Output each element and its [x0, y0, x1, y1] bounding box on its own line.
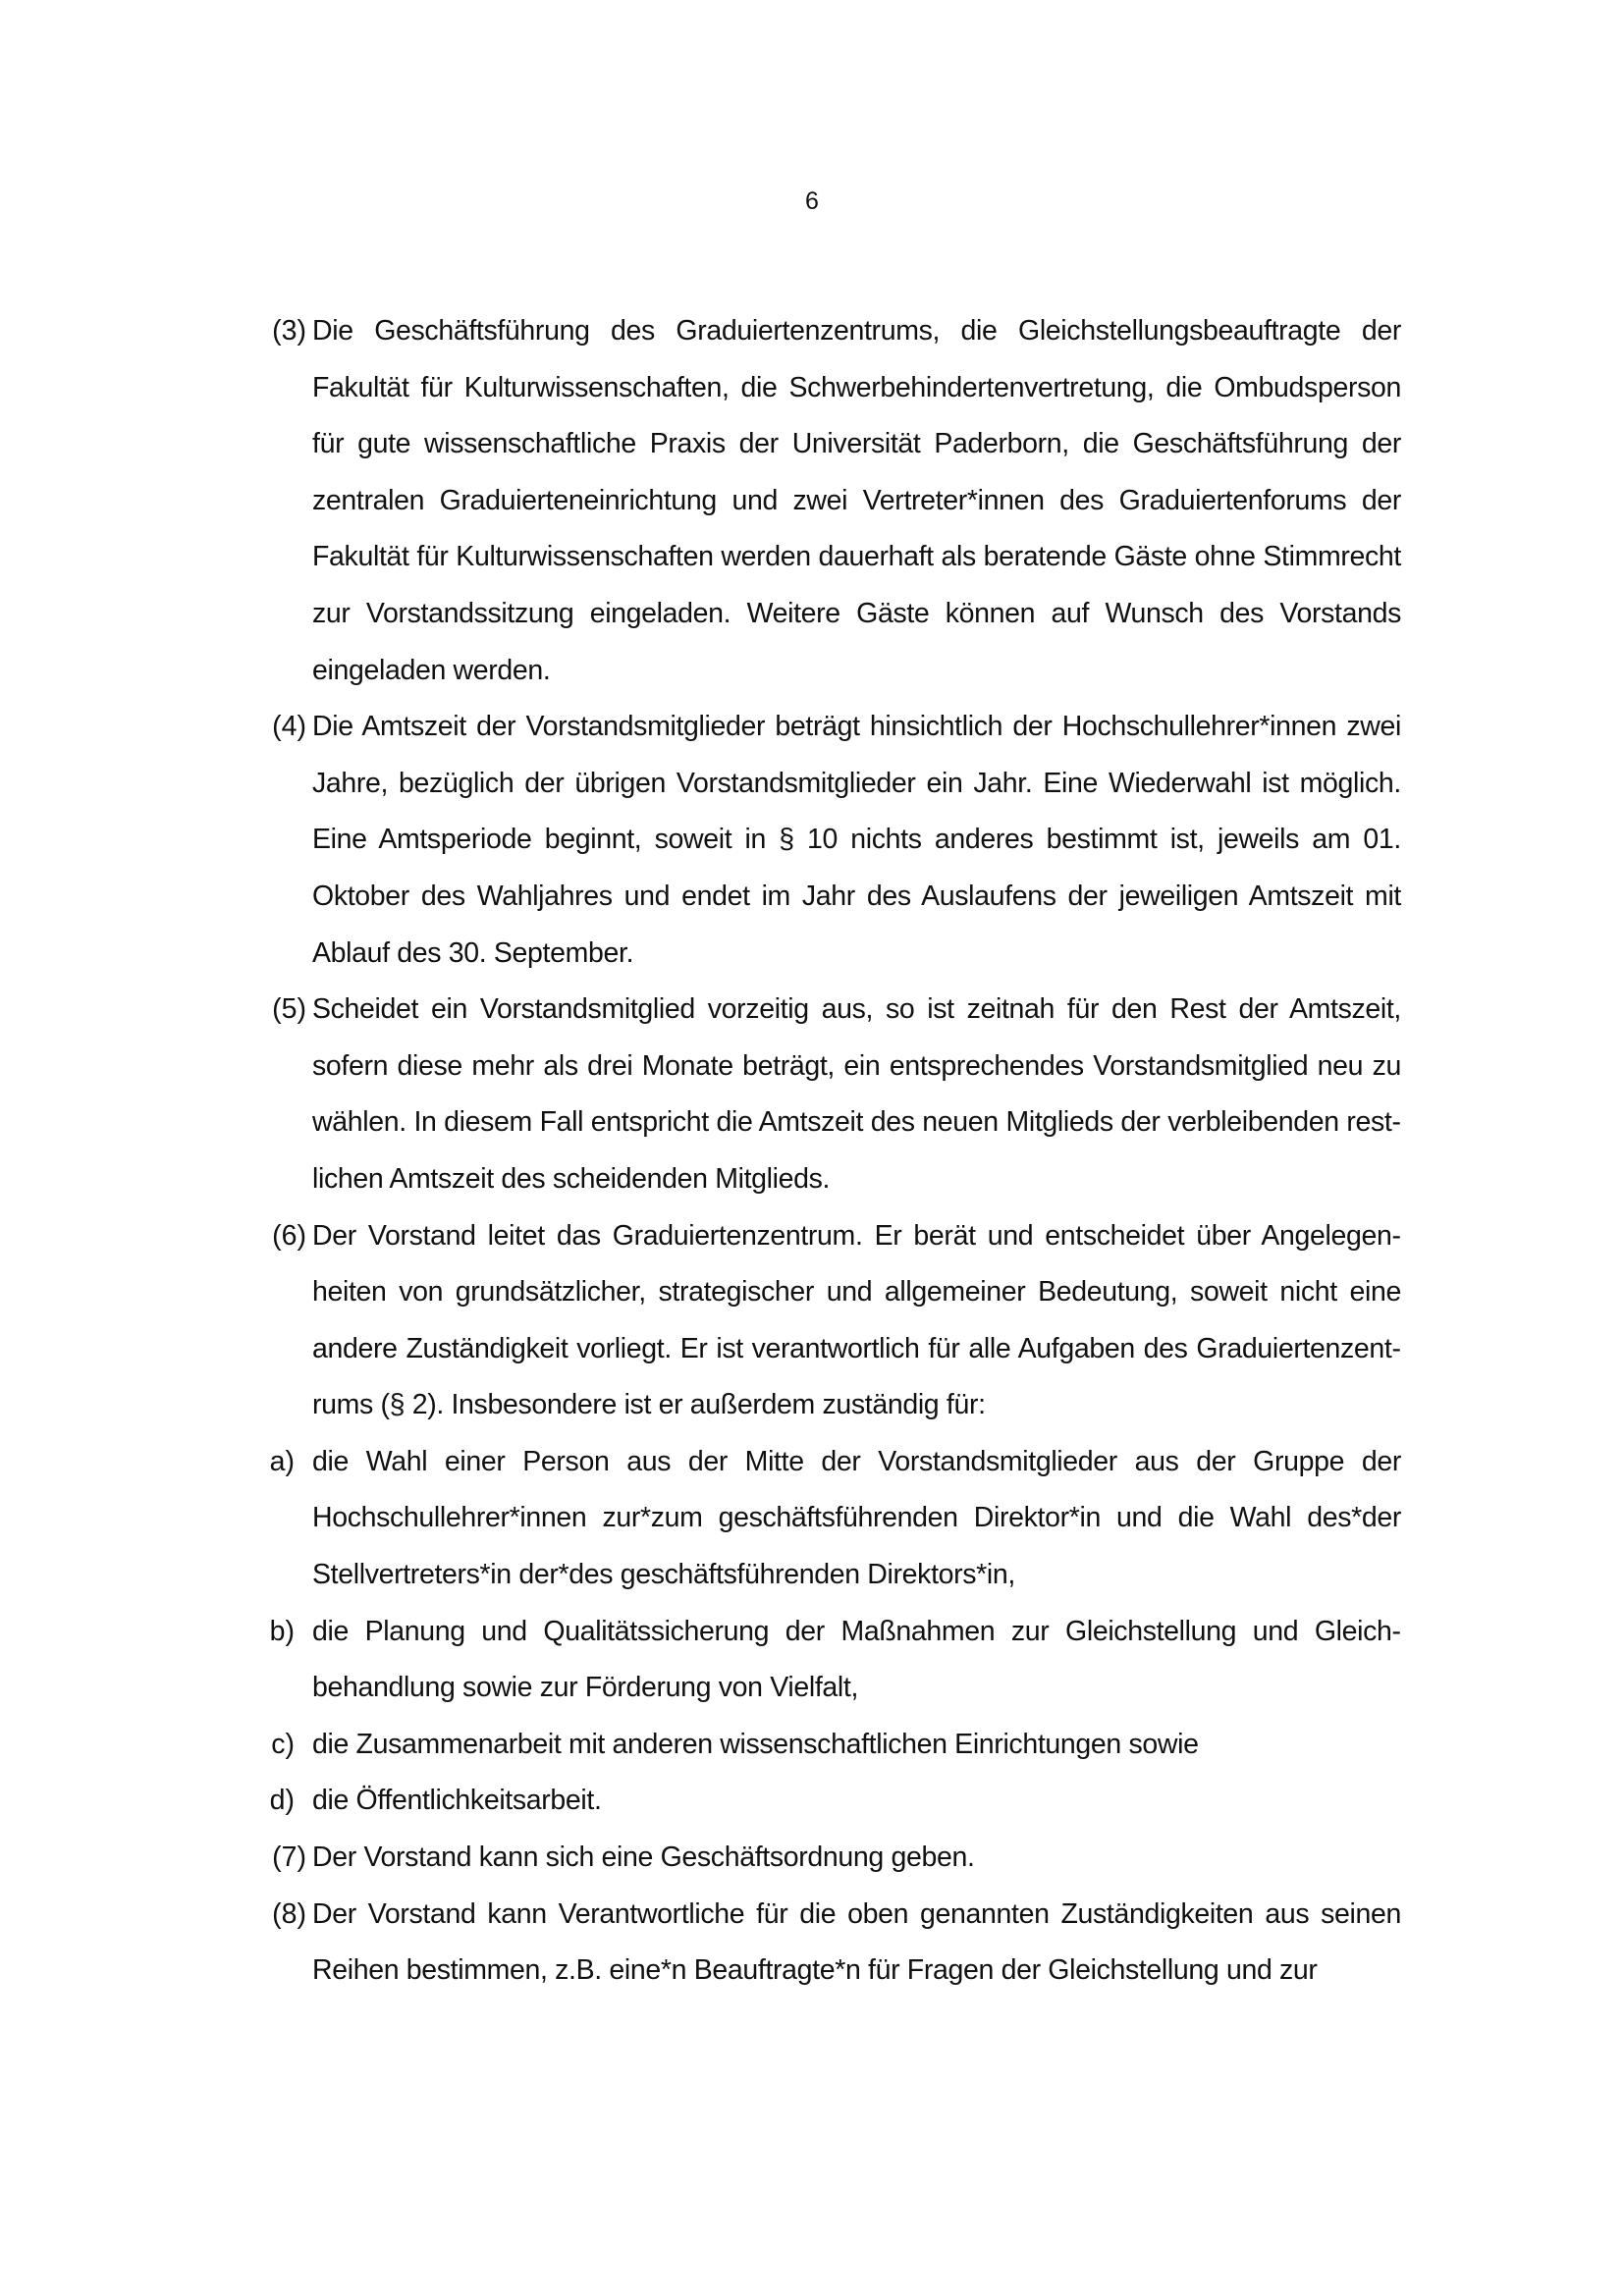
- paragraph-8: [257, 1887, 1401, 2000]
- document-body: [257, 303, 1401, 2000]
- paragraph-text: Die Geschäftsführung des Graduiertenzentrums, die Gleichstellungsbeauftragte der Fakultät für Kulturwissenschaften, die Schwerbehindertenvertretung, die Ombudsperson für gute wissenschaftliche Praxis der Universität Paderborn, die Geschäftsführung der zentralen Graduierteneinrichtung und zwei Vertreter*innen des Graduiertenforums der Fakultät für Kulturwissenschaften werden dauerhaft als beratende Gäste ohne Stimmrecht zur Vorstandssitzung eingeladen. Weitere Gäste können auf Wunsch des Vorstands eingeladen werden.: [312, 315, 1401, 686]
- paragraph-3: [257, 303, 1401, 699]
- list-marker: a): [269, 1445, 295, 1477]
- paragraph-marker: (8): [272, 1897, 306, 1930]
- paragraph-4: [257, 699, 1401, 982]
- paragraph-marker: (7): [272, 1842, 306, 1874]
- paragraph-5: [257, 982, 1401, 1207]
- paragraph-text: Scheidet ein Vorstandsmitglied vorzeitig aus, so ist zeitnah für den Rest der Amtszeit, sofern diese mehr als drei Monate beträgt, ein entsprechendes Vorstandsmitglied neu zu wählen. In diesem Fall entspricht die Amtszeit des neuen Mitglieds der verbleibenden restlichen Amtszeit des scheidenden Mitglieds.: [312, 993, 1401, 1195]
- list-item-d: [257, 1773, 1401, 1830]
- paragraph-7: [257, 1830, 1401, 1887]
- paragraph-marker: (5): [272, 993, 306, 1026]
- paragraph-marker: (6): [272, 1219, 306, 1252]
- list-item-text: die Planung und Qualitätssicherung der Maßnahmen zur Gleichstellung und Gleichbehandlung sowie zur Förderung von Vielfalt,: [312, 1615, 1401, 1704]
- list-item-text: die Wahl einer Person aus der Mitte der Vorstandsmitglieder aus der Gruppe der Hochschullehrer*innen zur*zum geschäftsführenden Direktor*in und die Wahl des*der Stellvertreters*in der*des geschäftsführenden Direktors*in,: [312, 1445, 1401, 1591]
- list-item-b: [257, 1604, 1401, 1717]
- list-marker: c): [271, 1728, 295, 1760]
- paragraph-6: [257, 1208, 1401, 1434]
- paragraph-text: Der Vorstand kann sich eine Geschäftsordnung geben.: [312, 1842, 975, 1874]
- paragraph-text: Der Vorstand kann Verantwortliche für die oben genannten Zuständigkeiten aus seinen Reihen bestimmen, z.B. eine*n Beauftragte*n für Fragen der Gleichstellung und zur: [312, 1897, 1401, 1987]
- paragraph-text: Der Vorstand leitet das Graduiertenzentrum. Er berät und entscheidet über Angelegenheiten von grundsätzlicher, strategischer und allgemeiner Bedeutung, soweit nicht eine andere Zuständigkeit vorliegt. Er ist verantwortlich für alle Aufgaben des Graduiertenzentrums (§ 2). Insbesondere ist er außerdem zuständig für:: [312, 1219, 1401, 1421]
- list-marker: d): [269, 1785, 295, 1817]
- page-number: 6: [805, 187, 819, 215]
- list-marker: b): [269, 1615, 295, 1647]
- list-item-text: die Zusammenarbeit mit anderen wissenschaftlichen Einrichtungen sowie: [312, 1728, 1199, 1760]
- list-item-c: [257, 1717, 1401, 1774]
- paragraph-marker: (4): [272, 711, 306, 743]
- list-item-text: die Öffentlichkeitsarbeit.: [312, 1785, 602, 1817]
- paragraph-text: Die Amtszeit der Vorstandsmitglieder beträgt hinsichtlich der Hochschullehrer*innen zwei Jahre, bezüglich der übrigen Vorstandsmitglieder ein Jahr. Eine Wiederwahl ist möglich. Eine Amtsperiode beginnt, soweit in § 10 nichts anderes bestimmt ist, jeweils am 01. Oktober des Wahljahres und endet im Jahr des Auslaufens der jeweiligen Amtszeit mit Ablauf des 30. September.: [312, 711, 1401, 969]
- paragraph-marker: (3): [272, 315, 306, 347]
- list-item-a: [257, 1434, 1401, 1604]
